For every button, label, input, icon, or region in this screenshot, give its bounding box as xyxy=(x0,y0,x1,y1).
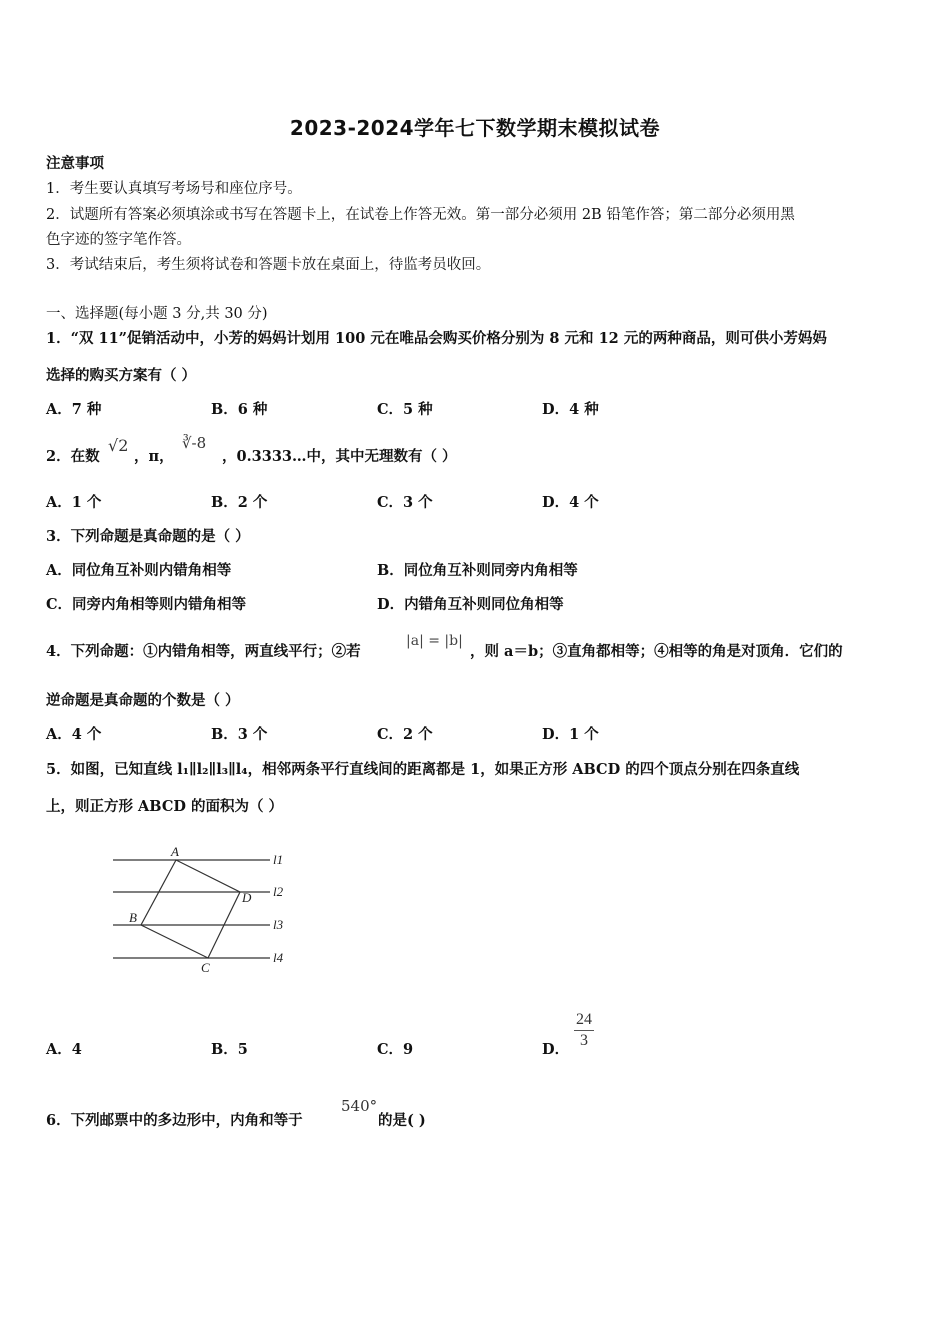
q1-option-c: C．5 种 xyxy=(377,401,433,418)
line-label-l3: l3 xyxy=(273,917,284,932)
q3-option-b: B．同位角互补则同旁内角相等 xyxy=(377,562,578,579)
q1-option-b: B．6 种 xyxy=(211,401,268,418)
notice-item-1: 1．考生要认真填写考场号和座位序号。 xyxy=(46,181,302,197)
q4-option-b: B．3 个 xyxy=(211,726,268,743)
q2-sqrt2: √2 xyxy=(108,436,129,455)
q1-option-d: D．4 种 xyxy=(542,401,599,418)
q4-stem-prefix: 4．下列命题：①内错角相等，两直线平行；②若 xyxy=(46,643,361,660)
line-label-l4: l4 xyxy=(273,950,284,965)
q3-option-d: D．内错角互补则同位角相等 xyxy=(377,596,564,613)
q4-stem-line2: 逆命题是真命题的个数是（ ） xyxy=(46,692,240,709)
square-abcd xyxy=(141,860,240,958)
fraction-numerator: 24 xyxy=(574,1010,594,1031)
q1-stem-line1: 1．“双 11”促销活动中，小芳的妈妈计划用 100 元在唯品会购买价格分别为 8 元和 12 元的两种商品，则可供小芳妈妈 xyxy=(46,330,827,347)
q1-stem-line2: 选择的购买方案有（ ） xyxy=(46,367,197,384)
q2-option-a: A．1 个 xyxy=(46,494,102,511)
q4-stem-suffix: ，则 a＝b；③直角都相等；④相等的角是对顶角．它们的 xyxy=(470,643,843,660)
point-label-a: A xyxy=(171,844,179,859)
point-label-d: D xyxy=(242,890,252,905)
q5-option-a: A．4 xyxy=(46,1041,82,1058)
q6-stem-suffix: 的是( ) xyxy=(378,1112,426,1129)
q3-option-c: C．同旁内角相等则内错角相等 xyxy=(46,596,247,613)
point-label-c: C xyxy=(201,960,210,975)
q2-option-c: C．3 个 xyxy=(377,494,433,511)
q4-option-d: D．1 个 xyxy=(542,726,599,743)
q5-option-c: C．9 xyxy=(377,1041,414,1058)
notice-item-2-cont: 色字迹的签字笔作答。 xyxy=(46,232,191,248)
q1-option-a: A．7 种 xyxy=(46,401,102,418)
q2-option-b: B．2 个 xyxy=(211,494,268,511)
page-title: 2023-2024学年七下数学期末模拟试卷 xyxy=(289,116,661,140)
q4-option-c: C．2 个 xyxy=(377,726,433,743)
notice-item-2: 2．试题所有答案必须填涂或书写在答题卡上，在试卷上作答无效。第一部分必须用 2B 铅笔作答；第二部分必须用黑 xyxy=(46,207,795,223)
point-label-b: B xyxy=(129,910,137,925)
fraction-denominator: 3 xyxy=(580,1032,588,1049)
notice-heading: 注意事项 xyxy=(46,155,104,172)
q5-stem-line1: 5．如图，已知直线 l₁∥l₂∥l₃∥l₄，相邻两条平行直线间的距离都是 1，如果正方形 ABCD 的四个顶点分别在四条直线 xyxy=(46,761,800,778)
notice-item-3: 3．考试结束后，考生须将试卷和答题卡放在桌面上，待监考员收回。 xyxy=(46,257,491,273)
line-label-l2: l2 xyxy=(273,884,284,899)
q2-option-d: D．4 个 xyxy=(542,494,599,511)
q5-figure xyxy=(108,843,298,978)
q2-stem-suffix: ，0.3333…中，其中无理数有（ ） xyxy=(222,448,457,465)
q5-option-d-fraction xyxy=(574,1010,594,1051)
q6-stem-prefix: 6．下列邮票中的多边形中，内角和等于 xyxy=(46,1112,303,1129)
q3-option-a: A．同位角互补则内错角相等 xyxy=(46,562,232,579)
q5-option-b: B．5 xyxy=(211,1041,248,1058)
q4-abs-expression: |a| = |b| xyxy=(406,633,463,649)
q2-stem-mid: ，π， xyxy=(134,448,174,465)
q3-stem: 3．下列命题是真命题的是（ ） xyxy=(46,528,250,545)
q5-option-d: D． xyxy=(542,1041,570,1058)
q4-option-a: A．4 个 xyxy=(46,726,102,743)
q2-cube-root: ∛-8 xyxy=(182,434,207,452)
section-heading: 一、选择题(每小题 3 分,共 30 分) xyxy=(46,306,268,322)
q5-stem-line2: 上，则正方形 ABCD 的面积为（ ） xyxy=(46,798,284,815)
line-label-l1: l1 xyxy=(273,852,284,867)
q6-angle-value: 540° xyxy=(341,1097,378,1115)
q2-stem-prefix: 2．在数 xyxy=(46,448,100,465)
